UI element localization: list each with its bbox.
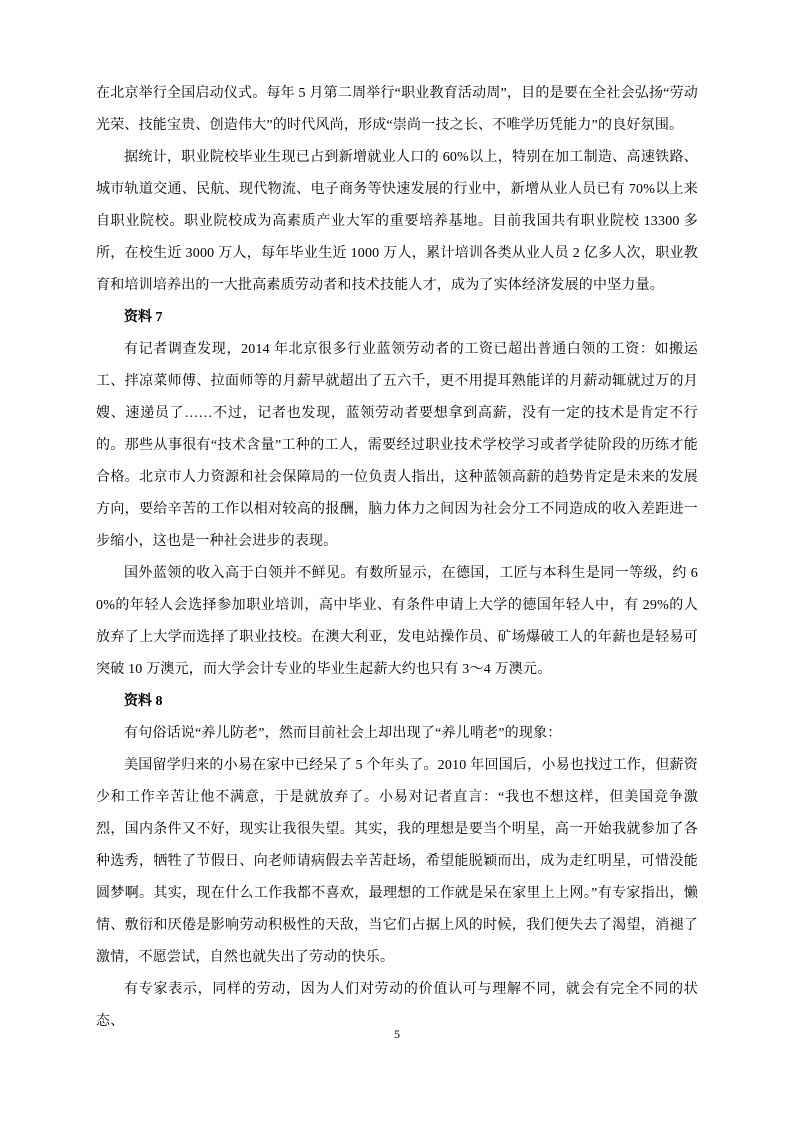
section-heading-ziliao-7: 资料 7 [124,310,163,325]
paragraph-statistics: 据统计，职业院校毕业生现已占到新增就业人口的 60%以上，特别在加工制造、高速铁路、城市轨道交通、民航、现代物流、电子商务等快速发展的行业中，新增从业人员已有 70%以上来自职业院校。职业院校成为高素质产业大军的重要培养基地。目前我国共有职业院校 13300 多所，在校生近 3000 万人，每年毕业生近 1000 万人，累计培训各类从业人员 2 亿多人次，职业教育和培训培养出的一大批高素质劳动者和技术技能人才，成为了实体经济发展的中坚力量。 [96,150,698,293]
paragraph-xiaoyi-story: 美国留学归来的小易在家中已经呆了 5 个年头了。2010 年回国后，小易也找过工作，但薪资少和工作辛苦让他不满意，于是就放弃了。小易对记者直言：“我也不想这样，但美国竞争激烈，国内条件又不好，现实让我很失望。其实，我的理想是要当个明星，高一开始我就参加了各种选秀，牺牲了节假日、向老师请病假去辛苦赶场，希望能脱颖而出，成为走红明星，可惜没能圆梦啊。其实，现在什么工作我都不喜欢，最理想的工作就是呆在家里上上网。”有专家指出，懒情、敷衍和厌倦是影响劳动积极性的天敌，当它们占据上风的时候，我们便失去了渴望，消褪了激情，不愿尝试，自然也就失出了劳动的快乐。 [96,758,698,965]
page-number: 5 [394,1027,400,1041]
paragraph-blue-collar-wages: 有记者调查发现，2014 年北京很多行业蓝领劳动者的工资已超出普通白领的工资：如搬运工、拌凉菜师傅、拉面师等的月薪早就超出了五六千，更不用提耳熟能详的月薪动辄就过万的月嫂、速递员了……不过，记者也发现，蓝领劳动者要想拿到高薪，没有一定的技术是肯定不行的。那些从事很有“技术含量”工种的工人，需要经过职业技术学校学习或者学徒阶段的历练才能合格。北京市人力资源和社会保障局的一位负责人指出，这种蓝领高薪的趋势肯定是未来的发展方向，要给辛苦的工作以相对较高的报酬，脑力体力之间因为社会分工不同造成的收入差距进一步缩小，这也是一种社会进步的表现。 [96,342,698,549]
paragraph-saying-intro: 有句俗话说“养儿防老”，然而目前社会上却出现了“养儿啃老”的现象： [124,726,562,741]
paragraph-overseas-blue-collar: 国外蓝领的收入高于白领并不鲜见。有数所显示，在德国，工匠与本科生是同一等级，约 60%的年轻人会选择参加职业培训，高中毕业、有条件申请上大学的德国年轻人中，有 29%的人放弃了上大学而选择了职业技校。在澳大利亚，发电站操作员、矿场爆破工人的年薪也是轻易可突破 10 万澳元，而大学会计专业的毕业生起薪大约也只有 3～4 万澳元。 [96,566,698,677]
section-heading-ziliao-8: 资料 8 [124,694,163,709]
paragraph-continuation: 在北京举行全国启动仪式。每年 5 月第二周举行“职业教育活动周”，目的是要在全社会弘扬“劳动光荣、技能宝贵、创造伟大”的时代风尚，形成“崇尚一技之长、不唯学历凭能力”的良好氛围。 [96,86,698,133]
paragraph-expert-view: 有专家表示，同样的劳动，因为人们对劳动的价值认可与理解不同，就会有完全不同的状态、 [96,982,698,1029]
document-body [96,78,698,1038]
